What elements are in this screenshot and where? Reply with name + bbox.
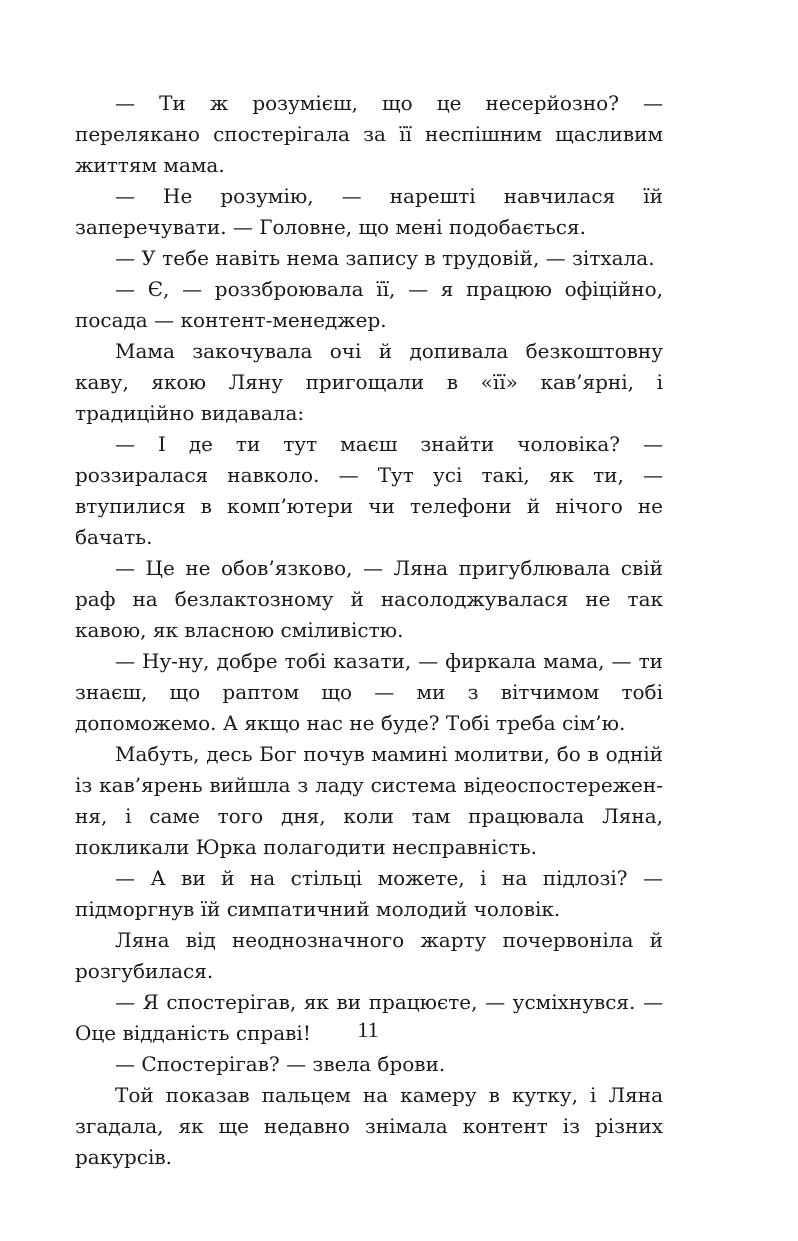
- paragraph-1: — Ти ж розумієш, що це несерйозно? — перелякано спостерігала за її неспішним щасливим життям мама.: [75, 91, 663, 177]
- paragraph-11: Ляна від неоднозначного жарту почервоніла й розгубилася.: [75, 928, 663, 983]
- paragraph-14: Той показав пальцем на камеру в кутку, і Ляна згадала, як ще недавно знімала контент із різних ракурсів.: [75, 1083, 663, 1169]
- paragraph-8: — Ну-ну, добре тобі казати, — фиркала мама, — ти знаєш, що раптом що — ми з вітчимом тобі допоможемо. А якщо нас не буде? Тобі треба сім’ю.: [75, 649, 663, 735]
- paragraph-12: — Я спостерігав, як ви працюєте, — усміхнувся. — Оце відданість справі!: [75, 990, 663, 1045]
- paragraph-5: Мама закочувала очі й допивала безкоштовну каву, якою Ляну пригощали в «її» кав’ярні, і традиційно видавала:: [75, 339, 663, 425]
- paragraph-2: — Не розумію, — нарешті навчилася їй заперечувати. — Головне, що мені подобається.: [75, 184, 663, 239]
- page-body-text: [75, 88, 663, 1173]
- paragraph-9: Мабуть, десь Бог почув мамині молитви, бо в одній із кав’ярень вийшла з ладу система відеоспостереження, і саме того дня, коли там працювала Ляна, покликали Юрка полагодити несправність.: [75, 742, 663, 859]
- paragraph-13: — Спостерігав? — звела брови.: [115, 1052, 446, 1076]
- paragraph-3: — У тебе навіть нема запису в трудовій, — зітхала.: [115, 246, 655, 270]
- paragraph-10: — А ви й на стільці можете, і на підлозі? — підморгнув їй симпатичний молодий чоловік.: [75, 866, 663, 921]
- paragraph-6: — І де ти тут маєш знайти чоловіка? — роззиралася навколо. — Тут усі такі, як ти, — втупилися в комп’ютери чи телефони й нічого не бачать.: [75, 432, 663, 549]
- paragraph-7: — Це не обов’язково, — Ляна пригублювала свій раф на безлактозному й насолоджувалася не так кавою, як власною сміливістю.: [75, 556, 663, 642]
- paragraph-4: — Є, — роззброювала її, — я працюю офіційно, посада — контент-менеджер.: [75, 277, 663, 332]
- page-number: 11: [357, 1017, 379, 1042]
